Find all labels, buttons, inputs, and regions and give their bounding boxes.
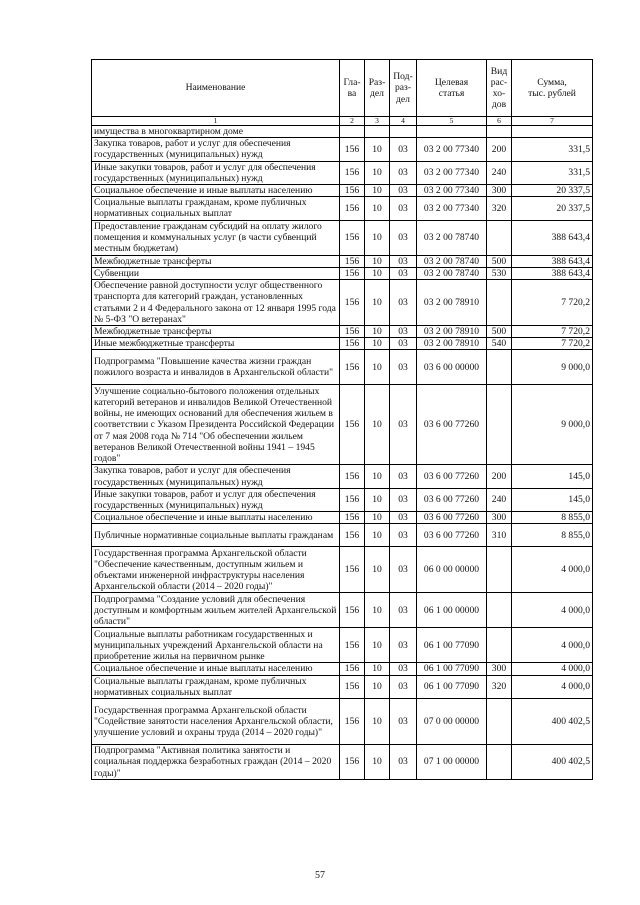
row-chapter: 156 (340, 465, 365, 488)
row-name: Предоставление гражданам субсидий на оплату жилого помещения и коммунальных услуг (в части субвенций местным бюджетам) (92, 220, 340, 255)
table-row (92, 255, 593, 267)
row-name: Подпрограмма "Повышение качества жизни граждан пожилого возраста и инвалидов в Архангельской области" (92, 350, 340, 385)
row-section: 10 (365, 628, 390, 663)
column-number: 3 (365, 117, 390, 126)
column-number: 2 (340, 117, 365, 126)
row-amount: 400 402,5 (512, 699, 593, 745)
row-expense-type: 200 (487, 465, 512, 488)
row-chapter: 156 (340, 699, 365, 745)
row-amount: 388 643,4 (512, 267, 593, 279)
header-amount: Сумма, тыс. рублей (512, 60, 593, 117)
row-subsection: 03 (390, 745, 417, 780)
table-row (92, 524, 593, 547)
row-expense-type: 240 (487, 161, 512, 184)
header-target: Целевая статья (417, 60, 487, 117)
row-amount: 8 855,0 (512, 524, 593, 547)
table-row (92, 185, 593, 197)
row-target: 03 6 00 77260 (417, 512, 487, 524)
table-row (92, 385, 593, 465)
row-expense-type: 300 (487, 663, 512, 675)
row-subsection: 03 (390, 326, 417, 338)
row-subsection: 03 (390, 512, 417, 524)
row-expense-type: 530 (487, 267, 512, 279)
row-name: Закупка товаров, работ и услуг для обеспечения государственных (муниципальных) нужд (92, 138, 340, 161)
row-amount: 9 000,0 (512, 385, 593, 465)
row-amount: 388 643,4 (512, 220, 593, 255)
row-section: 10 (365, 138, 390, 161)
row-name: Обеспечение равной доступности услуг общественного транспорта для категорий граждан, установленных статьями 2 и 4 Федерального закона от 12 января 1995 года № 5-ФЗ "О ветеранах" (92, 280, 340, 326)
table-row (92, 338, 593, 350)
row-section (365, 126, 390, 138)
row-section: 10 (365, 699, 390, 745)
row-section: 10 (365, 512, 390, 524)
row-amount: 4 000,0 (512, 675, 593, 698)
row-subsection: 03 (390, 220, 417, 255)
table-row (92, 267, 593, 279)
row-subsection: 03 (390, 338, 417, 350)
table-row (92, 663, 593, 675)
row-name: Субвенции (92, 267, 340, 279)
row-expense-type: 540 (487, 338, 512, 350)
row-subsection: 03 (390, 628, 417, 663)
row-expense-type: 240 (487, 488, 512, 511)
table-row (92, 465, 593, 488)
row-name: Подпрограмма "Создание условий для обеспечения доступным и комфортным жильем жителей Архангельской области" (92, 593, 340, 628)
row-section: 10 (365, 326, 390, 338)
row-chapter: 156 (340, 663, 365, 675)
page-number: 57 (315, 870, 325, 881)
row-expense-type: 320 (487, 197, 512, 220)
table-row (92, 675, 593, 698)
row-subsection: 03 (390, 663, 417, 675)
row-target: 03 6 00 77260 (417, 524, 487, 547)
row-section: 10 (365, 185, 390, 197)
row-chapter: 156 (340, 138, 365, 161)
row-subsection: 03 (390, 350, 417, 385)
row-chapter: 156 (340, 326, 365, 338)
row-target: 03 2 00 77340 (417, 138, 487, 161)
row-amount: 4 000,0 (512, 547, 593, 593)
row-section: 10 (365, 465, 390, 488)
row-subsection: 03 (390, 593, 417, 628)
table-row (92, 350, 593, 385)
row-subsection: 03 (390, 138, 417, 161)
row-amount: 4 000,0 (512, 593, 593, 628)
table-row (92, 745, 593, 780)
row-subsection: 03 (390, 161, 417, 184)
row-name: Межбюджетные трансферты (92, 326, 340, 338)
row-amount: 331,5 (512, 161, 593, 184)
row-target: 03 6 00 00000 (417, 350, 487, 385)
row-target: 03 2 00 77340 (417, 197, 487, 220)
row-amount: 9 000,0 (512, 350, 593, 385)
row-target: 06 1 00 77090 (417, 675, 487, 698)
row-amount: 20 337,5 (512, 185, 593, 197)
row-target: 03 2 00 78740 (417, 255, 487, 267)
row-section: 10 (365, 385, 390, 465)
row-amount: 388 643,4 (512, 255, 593, 267)
row-section: 10 (365, 547, 390, 593)
row-section: 10 (365, 197, 390, 220)
row-name: Социальные выплаты гражданам, кроме публичных нормативных социальных выплат (92, 197, 340, 220)
row-section: 10 (365, 675, 390, 698)
row-amount: 145,0 (512, 465, 593, 488)
column-number: 7 (512, 117, 593, 126)
row-expense-type: 320 (487, 675, 512, 698)
row-target: 03 2 00 78910 (417, 338, 487, 350)
table-row (92, 593, 593, 628)
column-number: 4 (390, 117, 417, 126)
row-subsection: 03 (390, 675, 417, 698)
row-amount: 20 337,5 (512, 197, 593, 220)
row-subsection: 03 (390, 267, 417, 279)
row-expense-type (487, 745, 512, 780)
row-subsection: 03 (390, 699, 417, 745)
row-name: Социальные выплаты гражданам, кроме публичных нормативных социальных выплат (92, 675, 340, 698)
row-target: 03 2 00 77340 (417, 161, 487, 184)
row-name: Публичные нормативные социальные выплаты гражданам (92, 524, 340, 547)
row-amount: 8 855,0 (512, 512, 593, 524)
row-subsection: 03 (390, 197, 417, 220)
row-expense-type (487, 385, 512, 465)
row-chapter: 156 (340, 524, 365, 547)
row-target: 03 2 00 78910 (417, 326, 487, 338)
row-subsection: 03 (390, 547, 417, 593)
table-row (92, 220, 593, 255)
row-expense-type: 500 (487, 255, 512, 267)
row-amount: 400 402,5 (512, 745, 593, 780)
row-expense-type (487, 220, 512, 255)
row-chapter (340, 126, 365, 138)
row-target: 07 0 00 00000 (417, 699, 487, 745)
row-target: 07 1 00 00000 (417, 745, 487, 780)
row-target: 03 2 00 77340 (417, 185, 487, 197)
row-chapter: 156 (340, 197, 365, 220)
row-chapter: 156 (340, 745, 365, 780)
row-chapter: 156 (340, 350, 365, 385)
row-expense-type: 300 (487, 512, 512, 524)
row-amount: 4 000,0 (512, 663, 593, 675)
row-subsection: 03 (390, 465, 417, 488)
row-name: Социальные выплаты работникам государственных и муниципальных учреждений Архангельской области на приобретение жилья на первичном рынке (92, 628, 340, 663)
row-expense-type (487, 593, 512, 628)
row-subsection: 03 (390, 280, 417, 326)
row-expense-type (487, 699, 512, 745)
row-subsection: 03 (390, 185, 417, 197)
table-row (92, 280, 593, 326)
row-chapter: 156 (340, 488, 365, 511)
row-section: 10 (365, 338, 390, 350)
table-row (92, 512, 593, 524)
row-section: 10 (365, 161, 390, 184)
row-expense-type: 310 (487, 524, 512, 547)
row-section: 10 (365, 745, 390, 780)
row-name: Государственная программа Архангельской области "Обеспечение качественным, доступным жильем и объектами инженерной инфраструктуры населения Архангельской области (2014 – 2020 годы)" (92, 547, 340, 593)
header-subsection: Под- раз- дел (390, 60, 417, 117)
row-chapter: 156 (340, 338, 365, 350)
row-name: Иные закупки товаров, работ и услуг для обеспечения государственных (муниципальных) нужд (92, 488, 340, 511)
row-target: 03 6 00 77260 (417, 488, 487, 511)
row-expense-type: 500 (487, 326, 512, 338)
row-amount: 7 720,2 (512, 280, 593, 326)
row-chapter: 156 (340, 628, 365, 663)
row-name: Закупка товаров, работ и услуг для обеспечения государственных (муниципальных) нужд (92, 465, 340, 488)
row-chapter: 156 (340, 547, 365, 593)
row-amount: 7 720,2 (512, 326, 593, 338)
row-section: 10 (365, 663, 390, 675)
row-name: Иные закупки товаров, работ и услуг для обеспечения государственных (муниципальных) нужд (92, 161, 340, 184)
row-target: 06 1 00 77090 (417, 663, 487, 675)
row-name: Иные межбюджетные трансферты (92, 338, 340, 350)
row-section: 10 (365, 593, 390, 628)
row-expense-type (487, 350, 512, 385)
table-row (92, 138, 593, 161)
row-name: Подпрограмма "Активная политика занятости и социальная поддержка безработных граждан (2014 – 2020 годы)" (92, 745, 340, 780)
row-section: 10 (365, 220, 390, 255)
row-chapter: 156 (340, 385, 365, 465)
column-number: 1 (92, 117, 340, 126)
row-subsection (390, 126, 417, 138)
row-target: 06 1 00 77090 (417, 628, 487, 663)
row-section: 10 (365, 267, 390, 279)
row-target: 06 0 00 00000 (417, 547, 487, 593)
row-subsection: 03 (390, 488, 417, 511)
row-target (417, 126, 487, 138)
table-row (92, 197, 593, 220)
row-target: 03 2 00 78910 (417, 280, 487, 326)
row-section: 10 (365, 255, 390, 267)
header-chapter: Гла- ва (340, 60, 365, 117)
row-chapter: 156 (340, 593, 365, 628)
table-row (92, 161, 593, 184)
table-row (92, 126, 593, 138)
row-amount: 331,5 (512, 138, 593, 161)
table-header-row (92, 60, 593, 117)
table-row (92, 699, 593, 745)
table-row (92, 326, 593, 338)
row-chapter: 156 (340, 512, 365, 524)
row-section: 10 (365, 280, 390, 326)
row-expense-type (487, 547, 512, 593)
table-row (92, 488, 593, 511)
row-amount: 4 000,0 (512, 628, 593, 663)
row-target: 03 2 00 78740 (417, 267, 487, 279)
row-name: имущества в многоквартирном доме (92, 126, 340, 138)
row-chapter: 156 (340, 220, 365, 255)
budget-table (91, 59, 593, 780)
row-target: 03 2 00 78740 (417, 220, 487, 255)
row-section: 10 (365, 488, 390, 511)
row-chapter: 156 (340, 255, 365, 267)
table-row (92, 547, 593, 593)
row-chapter: 156 (340, 675, 365, 698)
row-subsection: 03 (390, 255, 417, 267)
row-subsection: 03 (390, 524, 417, 547)
row-name: Государственная программа Архангельской области "Содействие занятости населения Архангельской области, улучшение условий и охраны труда (2014 – 2020 годы)" (92, 699, 340, 745)
header-section: Раз- дел (365, 60, 390, 117)
row-target: 03 6 00 77260 (417, 465, 487, 488)
row-name: Социальное обеспечение и иные выплаты населению (92, 663, 340, 675)
row-section: 10 (365, 524, 390, 547)
column-number-row (92, 117, 593, 126)
row-amount: 7 720,2 (512, 338, 593, 350)
row-amount (512, 126, 593, 138)
row-chapter: 156 (340, 280, 365, 326)
row-expense-type (487, 280, 512, 326)
column-number: 6 (487, 117, 512, 126)
row-name: Улучшение социально-бытового положения отдельных категорий ветеранов и инвалидов Великой Отечественной войны, не имеющих оснований для обеспечения жильем в соответствии с Указом Президента Российской Федерации от 7 мая 2008 года № 714 "Об обеспечении жильем ветеранов Великой Отечественной войны 1941 – 1945 годов" (92, 385, 340, 465)
row-subsection: 03 (390, 385, 417, 465)
header-name: Наименование (92, 60, 340, 117)
row-expense-type (487, 628, 512, 663)
row-expense-type: 300 (487, 185, 512, 197)
row-chapter: 156 (340, 267, 365, 279)
row-target: 03 6 00 77260 (417, 385, 487, 465)
row-chapter: 156 (340, 161, 365, 184)
column-number: 5 (417, 117, 487, 126)
table-row (92, 628, 593, 663)
header-expense-type: Вид рас- хо- дов (487, 60, 512, 117)
row-name: Межбюджетные трансферты (92, 255, 340, 267)
row-section: 10 (365, 350, 390, 385)
row-name: Социальное обеспечение и иные выплаты населению (92, 185, 340, 197)
row-name: Социальное обеспечение и иные выплаты населению (92, 512, 340, 524)
row-chapter: 156 (340, 185, 365, 197)
row-expense-type: 200 (487, 138, 512, 161)
row-expense-type (487, 126, 512, 138)
table-body (92, 126, 593, 780)
row-target: 06 1 00 00000 (417, 593, 487, 628)
row-amount: 145,0 (512, 488, 593, 511)
